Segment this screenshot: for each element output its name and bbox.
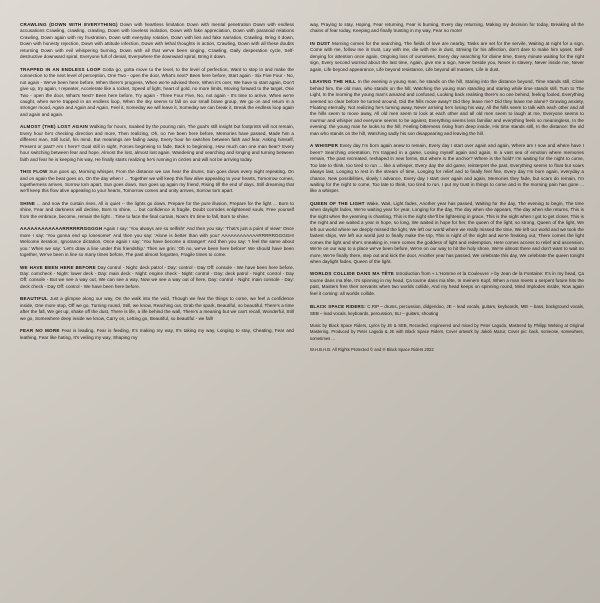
song-lyrics-beautiful: Just a glimpse along our way, On the walk into the void, Though we fear the things to come, we feel a confidence inside, One more stop, Off we go, Turning round, Still, we know, Reaching out, Grab the spark, Beautiful, so beautiful, There's a time after the fall, We get up, shake off the dust, There is life, a life behind the wall, There's a meaning but we can't recall, Wonderful, Still we go, Somewhere deep inside we know, Carry on, Letting go, Beautiful, so beautiful - we fall! — [20, 296, 294, 321]
song-block-queen-of-the-light — [310, 201, 584, 266]
song-title-queen-of-the-light: QUEEN OF THE LIGHT — [310, 200, 365, 206]
song-title-crawling: CRAWLING (DOWN WITH EVERYTHING) — [20, 22, 118, 27]
song-lyrics-in-dust: Morning comes for the searching, The fields of love are nearby, Tasks are set for the servile, Waiting at night for a sign, Come with me, follow me in trust, Lay with me, die with me in dust, Striving for his affection, don't dare to make him upset, Self-denying for attention once again, Ongoing loss of ourselves, Every day searching for divine time, Every minute waiting for the right sign, Every second worried about the last time, Again, give me a sign, Never beside you, Never in slavery, Never inside me, Never again, Life beyond appearance, Life beyond resistance, Life beyond all masters, Life in dust. — [310, 40, 584, 72]
song-block-this-flow — [20, 169, 294, 195]
song-lyrics-almost-the-lost-again: Walking for hours, Soaked by the pouring rain, The goal's still insight but footprints will not remain, Every hour he's checking direction and more, Then realizing, Oh, no I've been here before, Memories have passed, Made him a different man, Still lucid, his mind, But meanings are fading away, Every hour he switches between faith and fear, Asking himself, Present or past? Am I here? Goal still in sight, Forces beginning to fade, Back to beginning, How much can one man bear? Every hour switching between fear and hope, Almost the lost, almost lost again, Wandering and searching and longing and turning between faith and fear he is keeping his way, He finally starts realizing he's running in circles and will not be arriving today. — [20, 124, 294, 162]
song-block-fear-no-more — [20, 328, 294, 341]
song-lyrics-crawling: Down with heartless limitation Down with mental penetration Down with endless accusations Crawling, crawling, crawling, Down with loveless isolation, Down with fake appreciation, Down with paranoid relations Crawling, Down again with my frustration, Down with everyday rotation, Down with lies and fake narration, Crawling. Bring it down, Down with honesty rejection, Down with attitude infection, Down with lethal thoughts in action, Crawling, Down with all these doubts returning Down with evil whispering burning, Down with all that we've been singing, Crawling, Daily desperation cycle, Self-destructive downward spiral, Everyone full of denial, Everywhere the downward spiral, Bring it down. — [20, 22, 294, 60]
song-block-a-whisper — [310, 143, 584, 195]
song-lyrics-worlds-collide-dans-ma-tete: Introduction from « L'Homme et la Couleuvre » by Jean de la Fontaine: It's in my head, Ça tourne dans ma tête, It's spinning in my head, Ça tourne dans ma tête, In meinem Kopf, When a man meets a serpent future hits the past, Masters free their servants when two worlds collide, And my head keeps on spinning round, Mind implodes inside, Now again feel it coming: all worlds collide. — [310, 271, 584, 296]
song-block-trapped-in-an-endless-loop — [20, 67, 294, 119]
song-title-beautiful: BEAUTIFUL — [20, 296, 49, 302]
song-block-worlds-collide-dans-ma-tete — [310, 271, 584, 297]
band-credits — [310, 304, 584, 317]
band-credits-text: C.RIP – drums, percussion, didgeridoo, JE – lead vocals, guitars, keyboards, ME! – bass, background vocals, SEB – lead vocals, keyboards, percussion, SLI – guitars, shouting — [310, 304, 584, 316]
song-title-almost-the-lost-again: ALMOST (THE) LOST AGAIN — [20, 124, 89, 130]
song-title-trapped-in-an-endless-loop: TRAPPED IN AN ENDLESS LOOP — [20, 66, 101, 72]
song-title-fear-no-more: FEAR NO MORE — [20, 328, 60, 334]
song-block-crawling — [20, 22, 294, 61]
song-lyrics-we-have-been-here-before: Day control - Night: deck patrol - Day: control - Day Off: console - We have been here before, Day: comcheck - Night: lower deck - Day: main deck - Night: engine check - Night: control - Day: deck patrol - Night: control - Day Off: console - But we see a way out, We can see a way, Now we see a way out of here, Day: control - Night: main console - Day: deck check - Day Off: control - We have been here before. — [20, 264, 294, 289]
two-column-layout — [20, 22, 584, 593]
song-title-aaaarrrgggh: AAAAAAAAAAAARRRRRRGGGGH — [20, 226, 103, 232]
right-column — [310, 22, 584, 593]
song-title-this-flow: THIS FLOW — [20, 169, 48, 175]
song-block-aaaarrrgggh — [20, 226, 294, 258]
band-credits-title: BLACK SPACE RIDERS: — [310, 304, 366, 310]
song-block-we-have-been-here-before — [20, 265, 294, 291]
song-block-leaving-the-hill — [310, 79, 584, 137]
song-lyrics-leaving-the-hill: In the evening a young man, he stands on the hill, Staring into the distance beyond, Time stands still, Close behind him, the old man, who stands on the hill, Watching the young man standing and staring while time stands still, Turn to The Light, In the morning the young man's amazed and confused, Looking back realising there's no one behind, feeling fooled, Everything seemed so clear before he turned around, Did the hills move away? Did they leave me? Did they leave me alone? Growing anxiety, Floating eternally, Not realizing he's turning away, Never arriving he's losing his way, All the hills seem to talk with each other and all the hills seem to move away, All old men seem to look at each other and all old men seem to laugh at me, Everyone seems to murmur and whisper and everyone seems to be against, Everything seems less familiar and everything feels so meaningless, In the evening: the young man he looks to the hill, Feeling bitterness rising from deep inside, His time stands still, In the distance: the old man who stands on the hill, Watching sadly his son disappearing and leaving the hill. — [310, 79, 584, 136]
song-lyrics-fear-no-more: Fear is leading, Fear is feeding, It's making my way, It's taking my way, Longing to stay, Cheating, Fear and leathing, Fear like hating, It's veiling my way, Shaping my — [20, 328, 294, 340]
song-block-fear-no-more-continued — [310, 22, 584, 35]
song-lyrics-trapped-in-an-endless-loop: Gotta go, gotta move to the level, to the level of perfection, Want to step in and make the connection to the next level of perception, One Two - open the door, What's next? Been here before, Start again - Six Five Four - No, not again - We've been here before, When there's progress, When we're advised there, When it's over, We have to start again, Don't give up, try again, I repeater, Accelerate like a rocket, Speed of light, heart of gold, no more limits, Moving forward to the target, One Two - open the door, What's Next? Been here before, Try again - Three Four Five, No, not again - It's time to arrive, When we're caught, when we're trapped in an endless loop, When the sky seems to fall on our small brave group, We go on and return in a stronger mood, Again and Again and Again, Feel it, Someday we will leave it, Someday we can break it, Break the endless loop again and again and again. — [20, 66, 294, 117]
song-lyrics-fear-no-more-continued: way, Praying to stay, Hoping, Fear returning, Fear is burning, Every day returning, Making my decision for today, Breaking all the chains of fear today, Keeping and finally trusting in my way, Fear no more! — [310, 22, 584, 34]
song-lyrics-this-flow: Sun goes up, Morning whisper, From the distance we can hear the drums, Sun goes down every night repeating, On and on again the beat goes on, On the day when I ... Together we will keep this flow alive appealing to your hearts, Tomorrow comes, togetherness arrives, Sorrow torn apart, Sun goes down, Sun goes up again my friend, Rising till the end of days, Still dreaming that we'll keep this flow alive appealing to your hearts, Tomorrow comes and unity arrives, Sorrow torn apart. — [20, 169, 294, 194]
song-title-in-dust: IN DUST — [310, 40, 331, 46]
song-title-we-have-been-here-before: WE HAVE BEEN HERE BEFORE — [20, 264, 96, 270]
song-title-worlds-collide-dans-ma-tete: WORLDS COLLIDE DANS MA TÊTE — [310, 271, 395, 277]
production-credits: Music by Black Space Riders, Lyrics by JE & SEB, Recorded, engineered and mixed by Peter Lagoda, Mastered by Philipp Welsing at Original Mastering, Produced by Peter Lagoda & JE with Black Space Riders, Cover artwork by Jakob Mazur, Cover pic: back, someone, somewhere, sometimes ... — [310, 322, 584, 341]
copyright-line: W.H.B.H.B. All Rights Protected © and ℗ Black Space Riders 2022 — [310, 346, 434, 352]
song-lyrics-a-whisper: Every day I'm born again anew to remain, Every day I start over again and again, Where am I now and where have I been? Searching orientation, I'm trapped in a game, Losing myself again and again, In a vast sea of emotion where memories remain, The past recreated, reshaped in new forms, But where is the anchor? Where is the hold? I'm waiting for the night to come, Too late to think, too tired to run ... like a whisper, Every day the old game, reinterpret the past, Everything seems to float but soars always last, Longing to rest in the stream of time, Longing for relief and to finally feel fine, Every day I'm born again, everyday a chance, New possibilities, slowly I advance, Every day I start over again and again, Memories they fade, but scars do remain, I'm waiting for the night to come, Too late to think, too tired to run, I put my trust in things to come and in the morning pain has gone ... like a whisper. — [310, 143, 584, 194]
song-title-leaving-the-hill: LEAVING THE HILL — [310, 79, 357, 85]
song-block-in-dust — [310, 41, 584, 73]
left-column — [20, 22, 294, 593]
song-title-shine: SHINE — [20, 200, 36, 206]
song-lyrics-aaaarrrgggh: Again I say: 'You always are so selfish!' And then you say: 'That's just a point of view!' Once more I say: 'You gonna end up lonesome!' And then you say: 'Alone is better than with you!' AAAAAAAAAAAARRRRRGGGGH! Welcome iteration, Ignorance dictation, Once again I say: 'You have become a stranger!' And then you say: 'I feel the same about you.' When we say: 'Let's draw a line under this friendship.' Then we grin: 'Oh no, we've been here before!' We should have been together, We've been in line so many times before, The past almost forgotten, Fragile times to come. — [20, 226, 294, 258]
song-block-beautiful — [20, 296, 294, 322]
song-lyrics-queen-of-the-light: Wake, Wait, Light fades, Another year has passed, Waiting for the day, The evening to begin, The time when daylight fades, We're waiting year for year, Longing for the day, The day when she appears, The day when she returns, This is the night when the yearning is chanting, This is the night she'll be lightening in grace, This is the night when I got to get closer, This is the night and we waited a year in hope, so long, We waited in hope for her, the queen of the light, so strong, Queen of the light, We left our world where we deeply missed the light, We left our world where we really missed the time, We left our world and we took the fastest ships, We left our world just to finally make the trip, This is night of the night and we're freaking out, There comes the light comes the light and she's sneaking in, Here comes the goddess of light and redemption, Here comes access to relief and ascension, We're on our way to a place we've been before, We're on our way to hit the holy shore, We're almost there and don't want to wait no more, We're finally there, step out and kick the door, Another year has passed, We celebrate this day, We celebrate the queen tonight when daylight fades, Queen of the light. — [310, 200, 584, 264]
song-lyrics-shine: ... and now the curtain rises, All is quiet -- the lights go down, Prepare for the pure illusion, Prepare for the light ... Born to shine, Fear and darkness will decline, Born to shine, ... but confidence is fragile, Doubt corrodes enlightened souls, Free yourself from the embrace, become, remain the light .. Time to face the final curtain, Now's it's time to fall, Born to shine. — [20, 200, 294, 219]
song-block-almost-the-lost-again — [20, 124, 294, 163]
song-block-shine — [20, 201, 294, 220]
song-title-a-whisper: A WHISPER — [310, 143, 339, 149]
